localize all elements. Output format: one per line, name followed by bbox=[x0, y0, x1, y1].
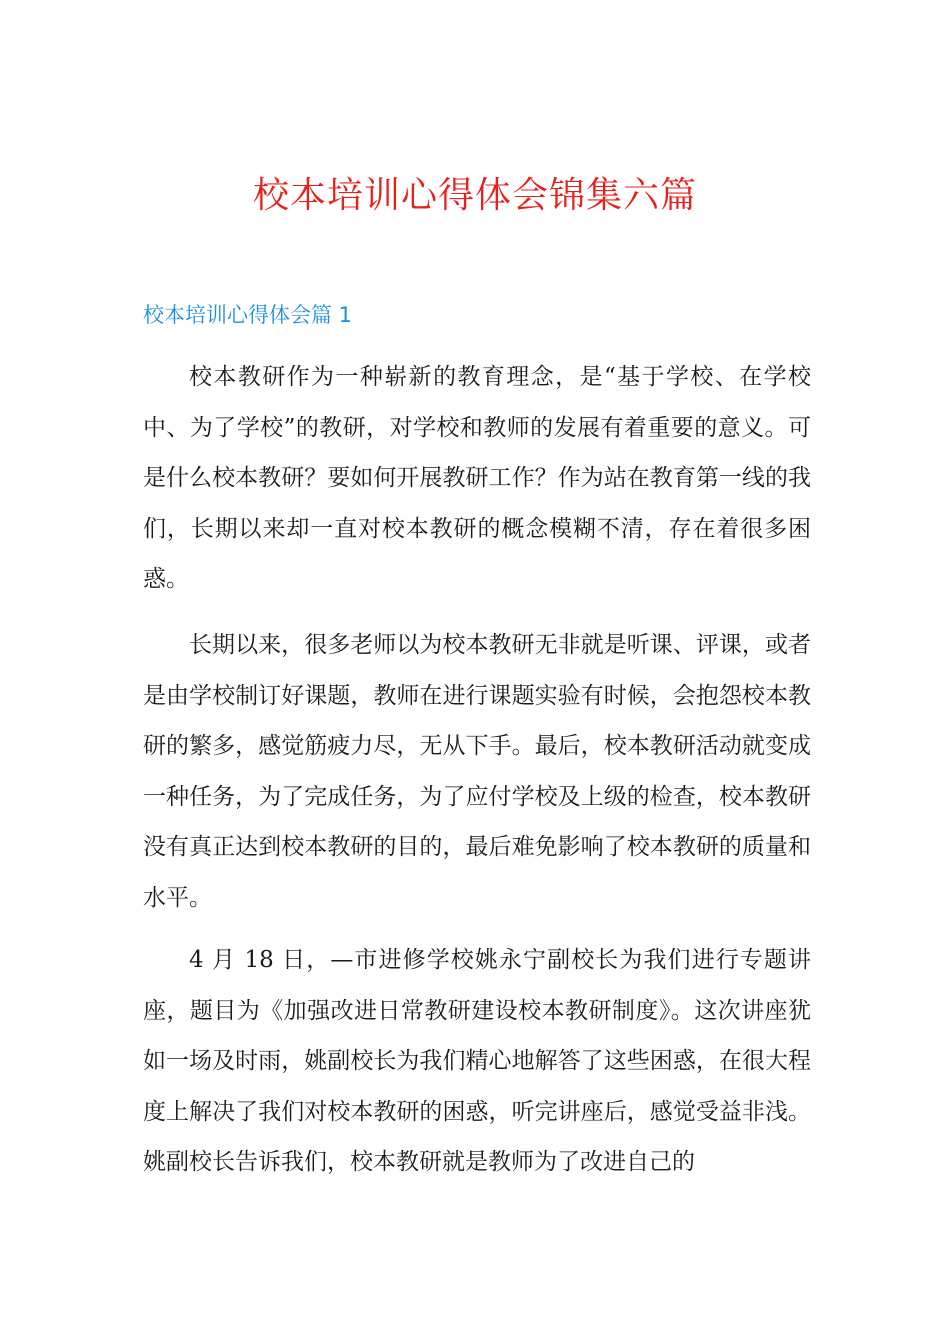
paragraph: 长期以来，很多老师以为校本教研无非就是听课、评课，或者是由学校制订好课题，教师在进行课题实验有时候，会抱怨校本教研的繁多，感觉筋疲力尽，无从下手。最后，校本教研活动就变成一种任务，为了完成任务，为了应付学校及上级的检查，校本教研没有真正达到校本教研的目的，最后难免影响了校本教研的质量和水平。 bbox=[143, 632, 811, 911]
paragraph: 校本教研作为一种崭新的教育理念，是“基于学校、在学校中、为了学校”的教研，对学校和教师的发展有着重要的意义。可是什么校本教研？要如何开展教研工作？作为站在教育第一线的我们，长期以来却一直对校本教研的概念模糊不清，存在着很多困惑。 bbox=[143, 364, 811, 592]
paragraph: 4 月 18 日，—市进修学校姚永宁副校长为我们进行专题讲座，题目为《加强改进日常教研建设校本教研制度》。这次讲座犹如一场及时雨，姚副校长为我们精心地解答了这些困惑，在很大程度上解决了我们对校本教研的困惑，听完讲座后，感觉受益非浅。姚副校长告诉我们，校本教研就是教师为了改进自己的 bbox=[143, 947, 811, 1175]
document-title: 校本培训心得体会锦集六篇 bbox=[252, 175, 697, 216]
section-heading: 校本培训心得体会篇 1 bbox=[143, 303, 353, 327]
